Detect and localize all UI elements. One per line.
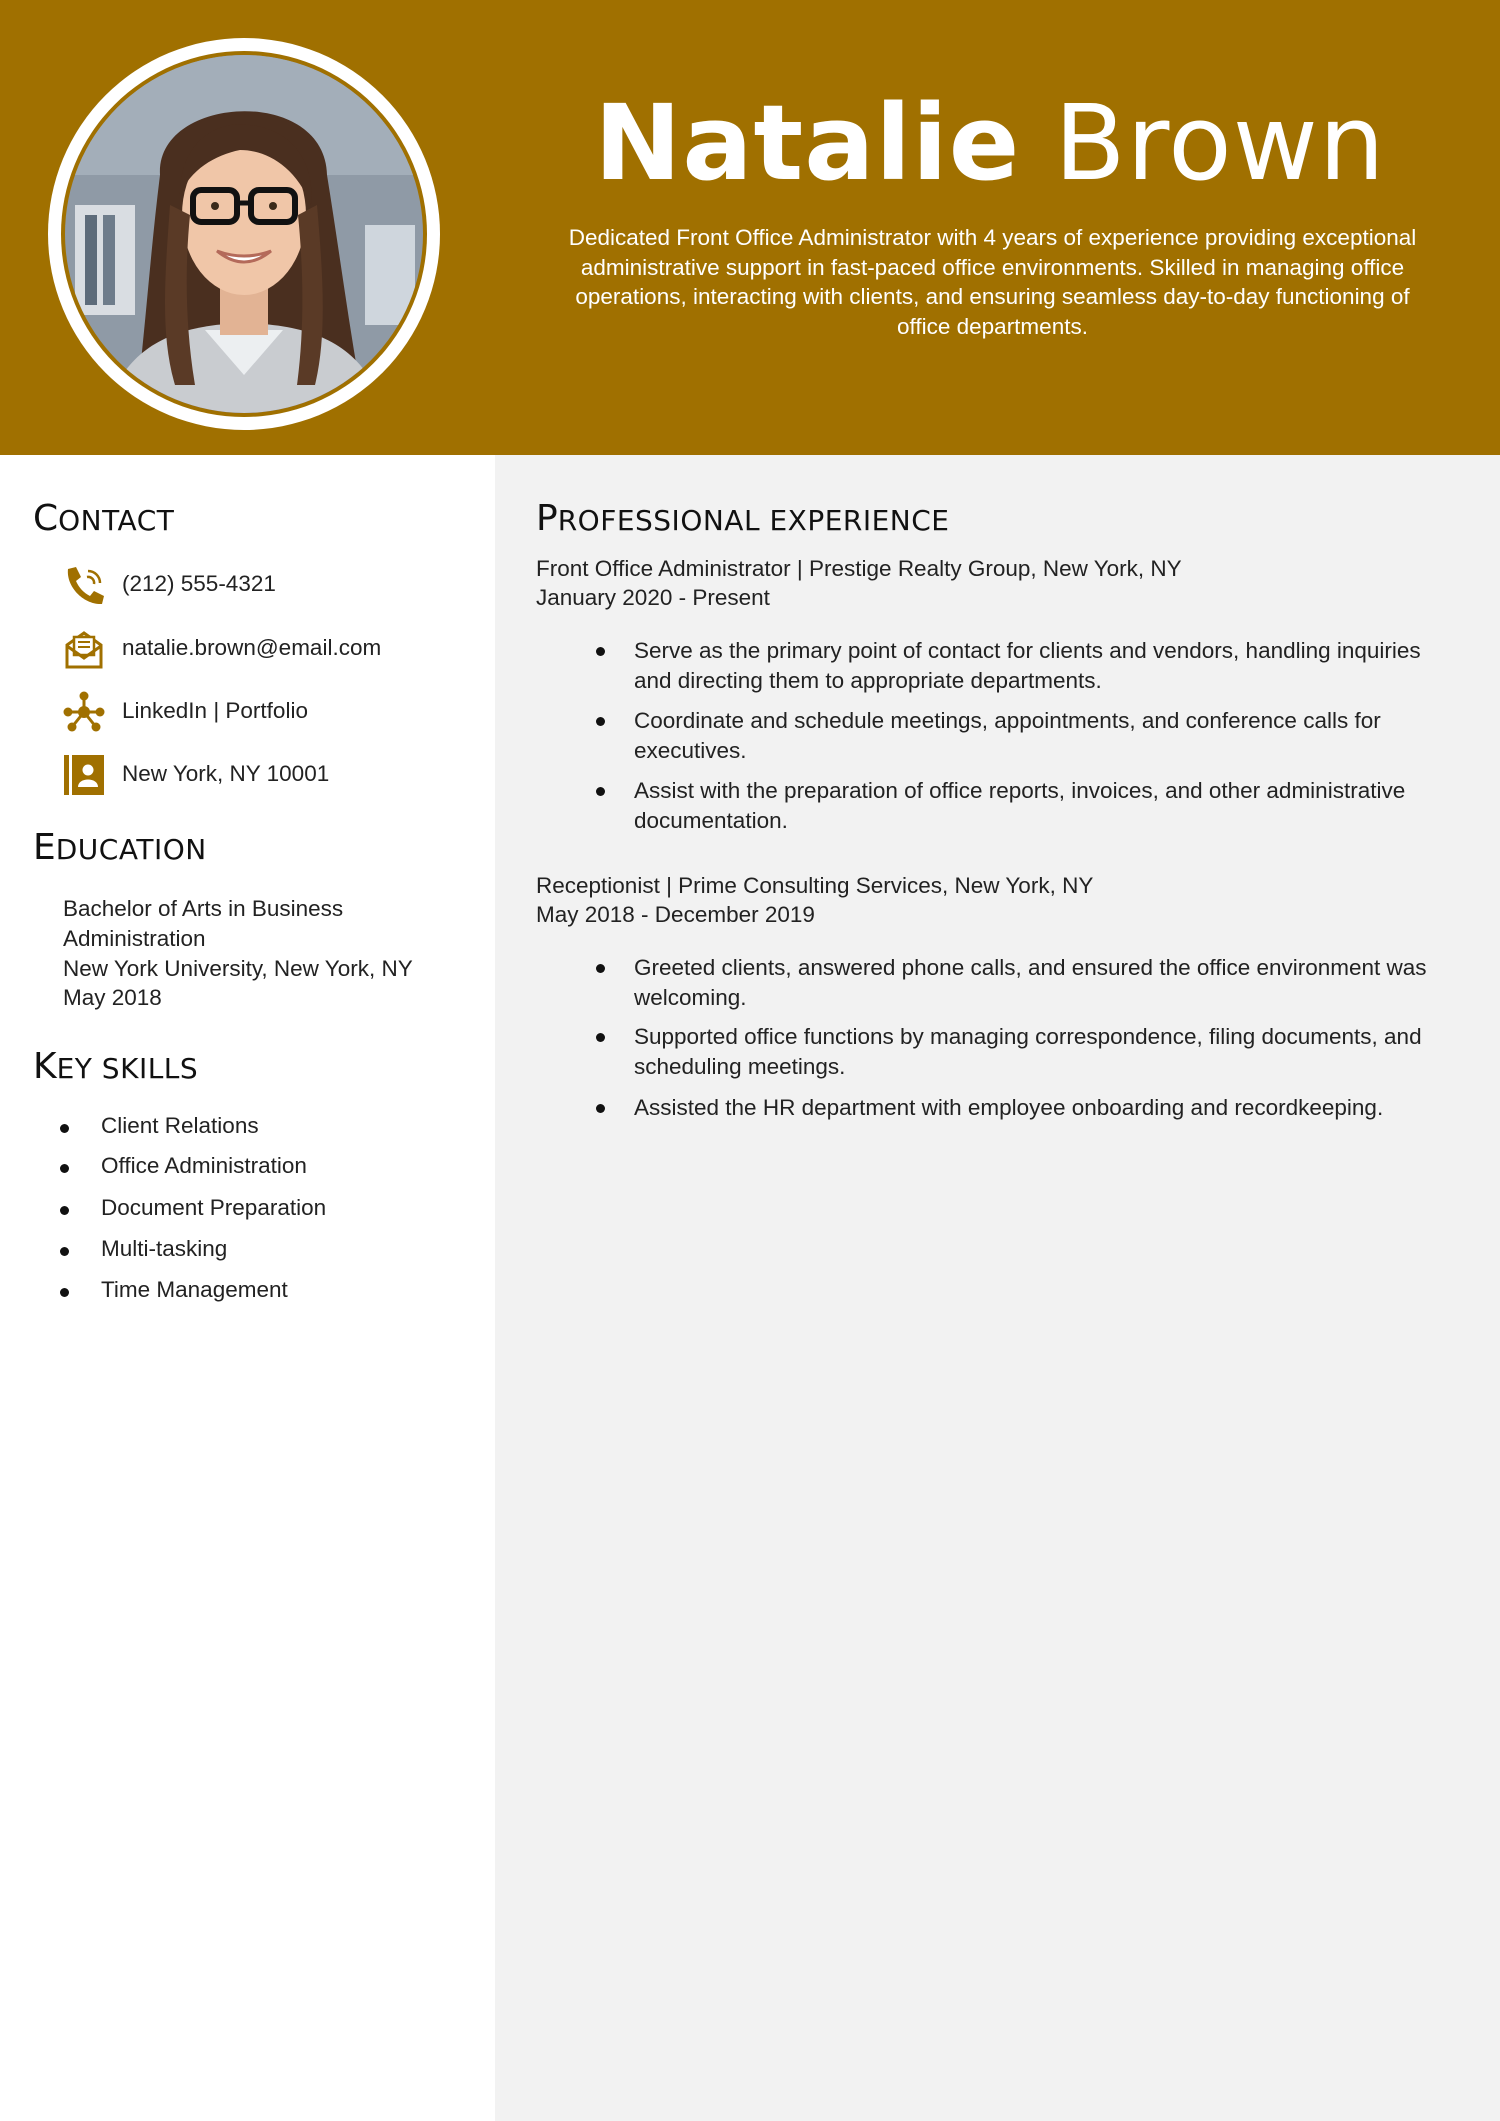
experience-section-title: PROFESSIONAL EXPERIENCE xyxy=(536,498,950,539)
bullet-dot xyxy=(596,1104,605,1113)
job-dates: May 2018 - December 2019 xyxy=(536,902,815,927)
last-name: Brown xyxy=(1054,82,1386,204)
email-link[interactable]: natalie.brown@email.com xyxy=(122,635,382,660)
job-dates: January 2020 - Present xyxy=(536,585,770,610)
bullet-dot xyxy=(596,964,605,973)
bullet-dot xyxy=(596,717,605,726)
job-title-line: Front Office Administrator | Prestige Realty Group, New York, NY xyxy=(536,556,1182,581)
bullet-dot xyxy=(596,1033,605,1042)
contact-phone xyxy=(62,563,482,607)
envelope-icon xyxy=(62,627,106,671)
phone-text: (212) 555-4321 xyxy=(122,571,276,596)
phone-icon xyxy=(62,563,106,607)
candidate-name xyxy=(540,78,1440,208)
address-book-icon xyxy=(62,753,106,797)
bullet-dot xyxy=(596,647,605,656)
header-banner xyxy=(0,0,1500,455)
contact-location xyxy=(62,753,482,797)
bullet-dot xyxy=(596,787,605,796)
network-icon xyxy=(62,690,106,734)
education-school: New York University, New York, NY xyxy=(63,956,413,981)
profile-photo-frame xyxy=(48,38,440,430)
profile-photo-illustration xyxy=(65,55,423,413)
bullet-dot xyxy=(60,1124,69,1133)
profile-photo xyxy=(61,51,427,417)
education-section-title: EDUCATION xyxy=(33,827,207,868)
job-title-line: Receptionist | Prime Consulting Services, New York, NY xyxy=(536,873,1094,898)
right-column xyxy=(495,455,1500,2121)
education-degree-cont: Administration xyxy=(63,926,206,951)
skills-section-title: KEY SKILLS xyxy=(33,1046,199,1087)
bullet-dot xyxy=(60,1288,69,1297)
bullet-dot xyxy=(60,1206,69,1215)
contact-section-title: CONTACT xyxy=(33,498,175,539)
linkedin-portfolio-link[interactable]: LinkedIn | Portfolio xyxy=(122,698,308,723)
education-date: May 2018 xyxy=(63,985,162,1010)
location-text: New York, NY 10001 xyxy=(122,761,330,786)
contact-links xyxy=(62,690,482,734)
first-name: Natalie xyxy=(594,82,1021,204)
contact-email xyxy=(62,627,482,671)
education-degree: Bachelor of Arts in Business xyxy=(63,896,344,921)
profile-summary: Dedicated Front Office Administrator with 4 years of experience providing exceptional administrative support in fast-paced office environments. Skilled in managing office operations, interacting with clients, and ensuring seamless day-to-day functioning of office departments. xyxy=(568,225,1417,339)
bullet-dot xyxy=(60,1164,69,1173)
bullet-dot xyxy=(60,1247,69,1256)
